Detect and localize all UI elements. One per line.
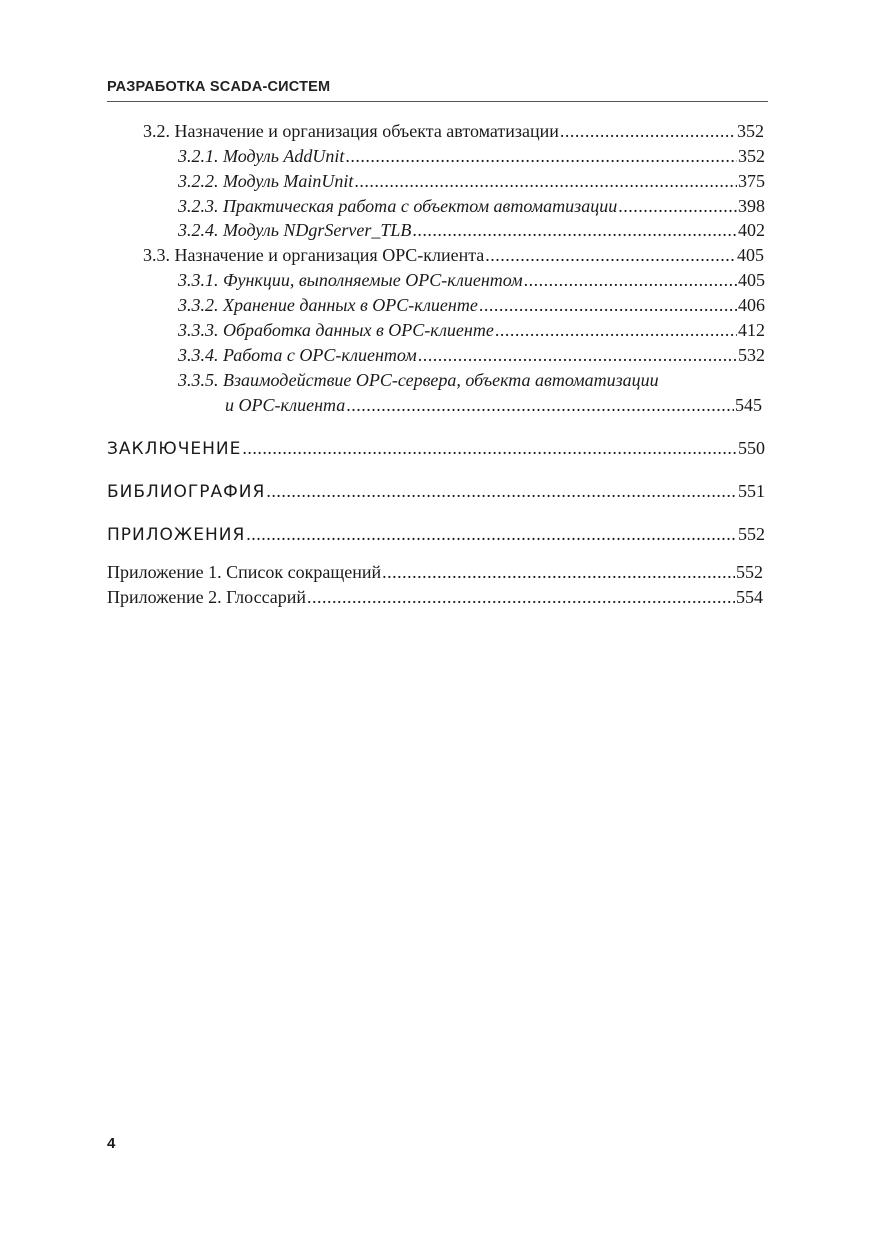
toc-entry-title: 3.3.2. Хранение данных в OPC-клиенте [178,295,478,315]
toc-entry-3-3-2 [178,294,765,316]
toc-entry-page: 545 [735,395,762,415]
toc-entry-3-2-2 [178,170,765,192]
toc-leader-dots [266,480,737,502]
toc-entry-title: Приложение 2. Глоссарий [107,587,307,607]
toc-entry-3-3-4 [178,344,765,366]
toc-leader-dots [479,294,737,316]
running-header: РАЗРАБОТКА SCADA-СИСТЕМ [107,79,768,102]
toc-entry-title: ЗАКЛЮЧЕНИЕ [107,439,242,459]
toc-entry-title: Приложение 1. Список сокращений [107,562,382,582]
toc-entry-3-3 [143,244,764,266]
toc-entry-3-3-1 [178,269,765,291]
toc-entry-3-2-1 [178,145,765,167]
toc-entry-page: 552 [738,524,765,544]
toc-leader-dots [246,523,737,545]
toc-entry-page: 405 [737,245,764,265]
toc-entry-title: БИБЛИОГРАФИЯ [107,482,266,502]
toc-leader-dots [382,561,735,583]
toc-entry-bibliography [107,480,765,503]
toc-entry-page: 550 [738,438,765,458]
toc-entry-3-2-4 [178,219,765,241]
toc-entry-appendix-2 [107,586,763,608]
toc-entry-conclusion [107,437,765,460]
toc-entry-title: 3.3.1. Функции, выполняемые OPC-клиентом [178,270,523,290]
toc-entry-page: 554 [736,587,763,607]
toc-entry-page: 398 [738,196,765,216]
page-number: 4 [107,1135,116,1152]
toc-entry-3-3-3 [178,319,765,341]
toc-leader-dots [618,195,737,217]
toc-entry-title: 3.2. Назначение и организация объекта автоматизации [143,121,559,141]
toc-entry-page: 375 [738,171,765,191]
toc-leader-dots [345,145,737,167]
toc-entry-page: 405 [738,270,765,290]
toc-entry-3-3-5-line1: 3.3.5. Взаимодействие OPC-сервера, объекта автоматизации [178,370,659,390]
toc-entry-title: 3.2.1. Модуль AddUnit [178,146,345,166]
toc-entry-page: 402 [738,220,765,240]
toc-entry-title: 3.3. Назначение и организация OPC-клиента [143,245,485,265]
toc-entry-page: 552 [736,562,763,582]
toc-entry-page: 352 [738,146,765,166]
toc-leader-dots [354,170,737,192]
toc-leader-dots [307,586,735,608]
toc-entry-page: 412 [738,320,765,340]
toc-entry-title: 3.3.4. Работа с OPC-клиентом [178,345,417,365]
toc-entry-title: 3.2.4. Модуль NDgrServer_TLB [178,220,412,240]
toc-entry-page: 532 [738,345,765,365]
toc-entry-3-2-3 [178,195,765,217]
toc-entry-page: 551 [738,481,765,501]
toc-entry-page: 352 [737,121,764,141]
toc-entry-page: 406 [738,295,765,315]
toc-entry-title: и OPC-клиента [225,395,346,415]
toc-entry-title: ПРИЛОЖЕНИЯ [107,525,246,545]
toc-entry-appendix-1 [107,561,763,583]
toc-entry-appendices [107,523,765,546]
toc-leader-dots [242,437,737,459]
toc-entry-title: 3.3.3. Обработка данных в OPC-клиенте [178,320,494,340]
toc-leader-dots [418,344,737,366]
toc-leader-dots [524,269,737,291]
toc-entry-title: 3.2.3. Практическая работа с объектом автоматизации [178,196,618,216]
toc-entry-3-2 [143,120,764,142]
toc-leader-dots [495,319,737,341]
toc-leader-dots [485,244,736,266]
toc-entry-3-3-5 [225,394,762,416]
toc-entry-title: 3.2.2. Модуль MainUnit [178,171,354,191]
toc-leader-dots [560,120,736,142]
toc-leader-dots [412,219,737,241]
toc-leader-dots [346,394,734,416]
